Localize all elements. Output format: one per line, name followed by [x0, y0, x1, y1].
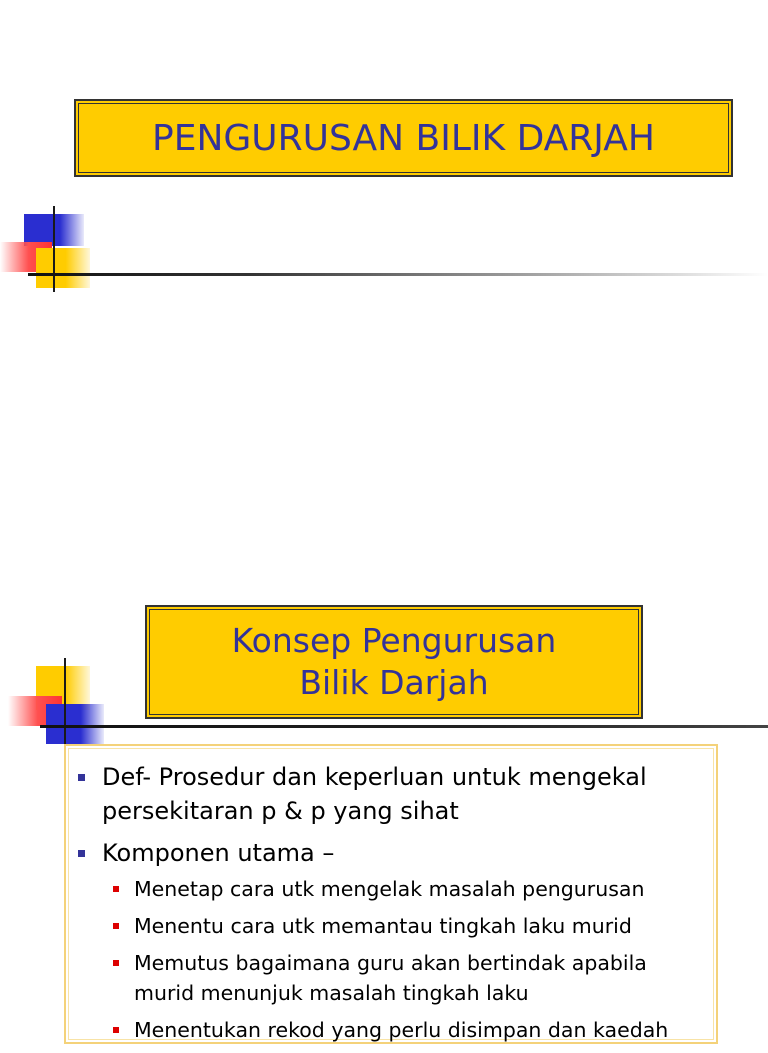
bullet-red-square-icon — [113, 960, 119, 966]
title-divider-line — [28, 273, 768, 276]
slide-1 — [0, 0, 768, 520]
slide-title — [74, 99, 733, 177]
bullet-list — [74, 760, 708, 1053]
title-divider-line — [40, 725, 768, 728]
bullet-red-square-icon — [113, 886, 119, 892]
slide-title-line-1: Konsep Pengurusan — [231, 621, 557, 661]
slide-title-text: PENGURUSAN BILIK DARJAH — [152, 117, 655, 159]
sub-bullet-list — [102, 874, 708, 1045]
bullet-square-icon — [78, 774, 85, 781]
bullet-red-square-icon — [113, 1027, 119, 1033]
deco-yellow-square — [36, 248, 90, 288]
sub-list-item — [102, 1015, 708, 1045]
deco-vertical-line — [64, 658, 66, 748]
sub-list-item-text: Menetap cara utk mengelak masalah pengurusan — [134, 877, 645, 901]
sub-list-item-text: Menentukan rekod yang perlu disimpan dan kaedah — [134, 1018, 669, 1042]
sub-list-item — [102, 948, 708, 1008]
list-item — [74, 760, 708, 828]
slide-title — [145, 605, 643, 719]
list-item-text: Komponen utama – — [102, 839, 335, 867]
slide-2 — [0, 520, 768, 1042]
sub-list-item — [102, 911, 708, 941]
deco-blue-square — [46, 704, 104, 744]
content-box — [64, 744, 718, 1044]
deco-vertical-line — [53, 206, 55, 292]
sub-list-item-text: Memutus bagaimana guru akan bertindak apabila murid menunjuk masalah tingkah laku — [134, 951, 647, 1005]
bullet-square-icon — [78, 850, 85, 857]
sub-list-item-text: Menentu cara utk memantau tingkah laku murid — [134, 914, 632, 938]
list-item-text: Def- Prosedur dan keperluan untuk mengekal persekitaran p & p yang sihat — [102, 763, 647, 825]
list-item — [74, 836, 708, 1045]
bullet-red-square-icon — [113, 923, 119, 929]
sub-list-item — [102, 874, 708, 904]
slide-title-line-2: Bilik Darjah — [299, 663, 489, 702]
